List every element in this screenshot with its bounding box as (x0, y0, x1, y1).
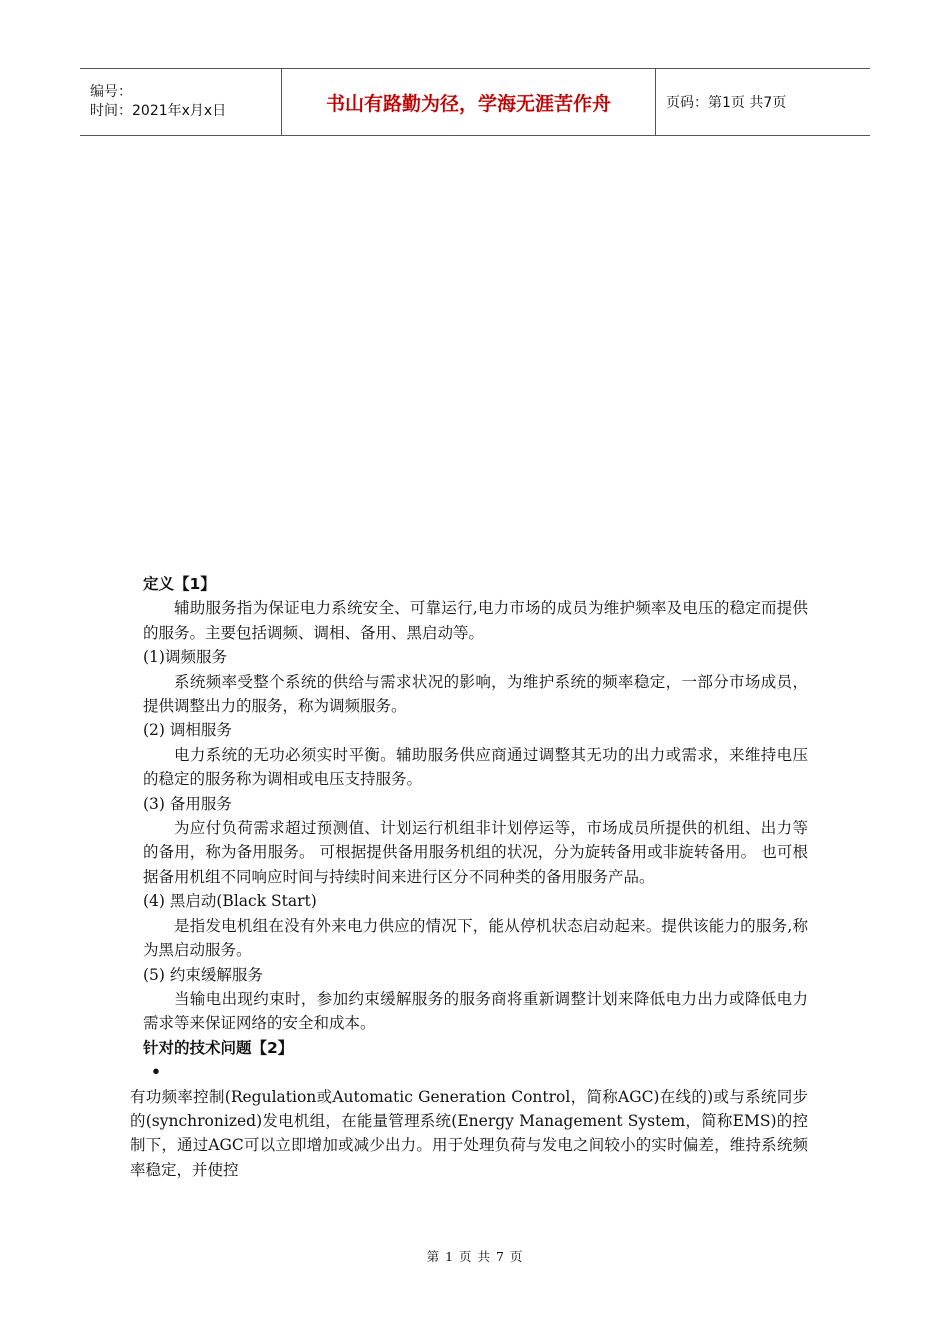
subheading-constraint-relief: (5) 约束缓解服务 (143, 965, 263, 984)
section-heading-technical-issues: 针对的技术问题【2】 (143, 1038, 294, 1057)
header-meta (80, 69, 282, 135)
paragraph: 有功频率控制(Regulation或Automatic Generation Control，简称AGC)在线的)或与系统同步的(synchronized)发电机组，在能量管理系统(Energy Management System，简称EMS)的控制下，通过AGC可以立即增加或减少出力。用于处理负荷与发电之间较小的实时偏差，维持系统频率稳定，并使控 (130, 1087, 808, 1179)
subheading-frequency-regulation: (1)调频服务 (143, 648, 227, 667)
paragraph: 辅助服务指为保证电力系统安全、可靠运行,电力市场的成员为维护频率及电压的稳定而提供的服务。主要包括调频、调相、备用、黑启动等。 (143, 599, 808, 642)
subheading-reserve-service: (3) 备用服务 (143, 794, 232, 813)
header-number-label: 编号： (90, 84, 132, 100)
subheading-reactive-power: (2) 调相服务 (143, 721, 232, 740)
page-footer: 第 1 页 共 7 页 (426, 1249, 524, 1264)
document-body (130, 572, 808, 1182)
paragraph: 为应付负荷需求超过预测值、计划运行机组非计划停运等，市场成员所提供的机组、出力等的备用，称为备用服务。 可根据提供备用服务机组的状况，分为旋转备用或非旋转备用。 也可根据备用机组不同响应时间与持续时间来进行区分不同种类的备用服务产品。 (143, 819, 808, 886)
paragraph: 是指发电机组在没有外来电力供应的情况下，能从停机状态启动起来。提供该能力的服务,称为黑启动服务。 (143, 916, 808, 960)
paragraph: 电力系统的无功必须实时平衡。辅助服务供应商通过调整其无功的出力或需求，来维持电压的稳定的服务称为调相或电压支持服务。 (143, 745, 808, 789)
bullet-marker: • (151, 1062, 161, 1082)
header-page-info: 页码：第1页 共7页 (666, 95, 787, 111)
document-header (80, 68, 870, 136)
section-heading-definition: 定义【1】 (143, 575, 216, 593)
header-motto: 书山有路勤为径，学海无涯苦作舟 (282, 69, 656, 135)
paragraph: 系统频率受整个系统的供给与需求状况的影响，为维护系统的频率稳定，一部分市场成员，提供调整出力的服务，称为调频服务。 (143, 672, 808, 716)
header-date-label: 时间：2021年x月x日 (90, 103, 227, 119)
paragraph: 当输电出现约束时，参加约束缓解服务的服务商将重新调整计划来降低电力出力或降低电力需求等来保证网络的安全和成本。 (143, 989, 808, 1033)
subheading-black-start: (4) 黑启动(Black Start) (143, 892, 317, 911)
